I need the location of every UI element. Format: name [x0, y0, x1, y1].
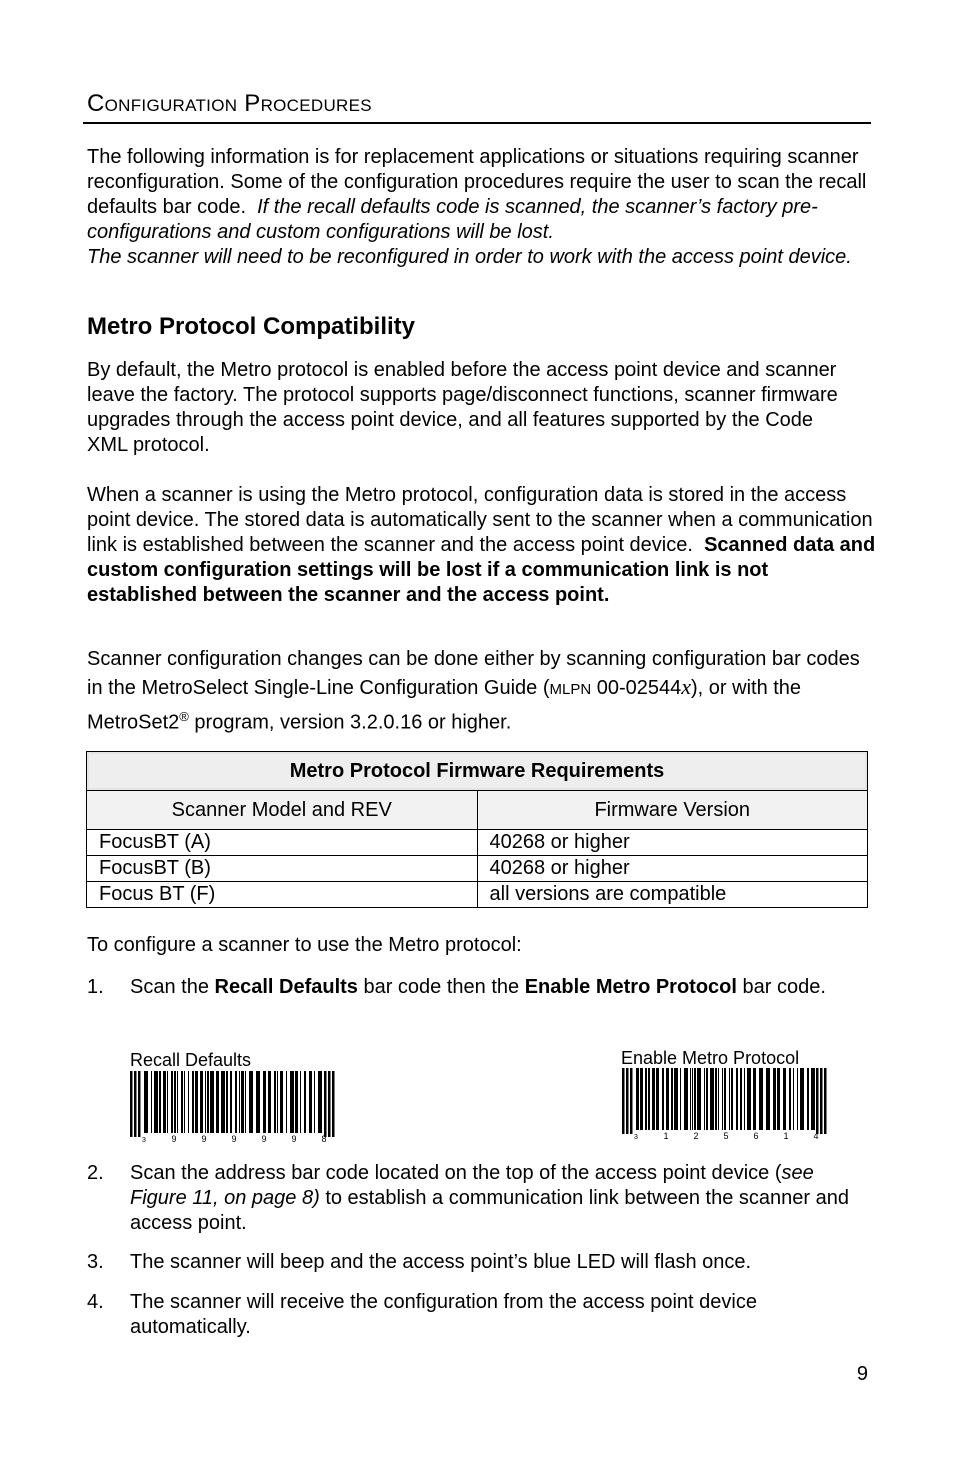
- barcode-bar: [163, 1071, 166, 1133]
- recall-defaults-label: Recall Defaults: [130, 1050, 252, 1070]
- barcode-bar: [226, 1071, 228, 1133]
- barcode-digit: 9: [291, 1134, 297, 1143]
- barcode-bar: [210, 1071, 214, 1133]
- barcode-bar: [151, 1071, 152, 1133]
- barcode-bar: [235, 1071, 237, 1133]
- barcode-digit: 9: [201, 1134, 207, 1143]
- table-row: [87, 830, 868, 856]
- barcode-bar: [680, 1068, 681, 1130]
- barcode-bar: [195, 1071, 198, 1133]
- barcode-bar: [648, 1068, 650, 1130]
- barcode-digit: 1: [663, 1131, 669, 1140]
- barcode-bar: [640, 1068, 643, 1130]
- barcode-bar: [666, 1068, 669, 1130]
- barcode-bar: [286, 1071, 287, 1133]
- barcode-bar: [722, 1068, 723, 1130]
- barcode-bar: [759, 1068, 763, 1130]
- config-changes-text-1: Scanner configuration changes can be done either by scanning configuration bar codes in the MetroSelect Single-Line Configuration Guide (: [87, 648, 860, 699]
- barcode-bar: [690, 1068, 691, 1130]
- barcode-digit: 2: [693, 1131, 699, 1140]
- barcode-bar: [697, 1068, 701, 1130]
- barcode-bar: [300, 1071, 301, 1133]
- page-number: 9: [856, 1363, 868, 1385]
- barcode-bar: [773, 1068, 776, 1130]
- barcode-bar: [731, 1068, 733, 1130]
- barcode-digit: 1: [783, 1131, 789, 1140]
- part-suffix: x: [681, 674, 692, 699]
- config-changes-text-3: program, version 3.2.0.16 or higher.: [188, 711, 512, 734]
- barcode-bar: [290, 1071, 294, 1133]
- barcode-bar: [715, 1068, 717, 1130]
- column-header-firmware: Firmware Version: [477, 791, 868, 830]
- barcode-bar: [636, 1068, 639, 1130]
- barcode-bar: [656, 1068, 659, 1130]
- barcode-bar: [130, 1071, 133, 1137]
- barcode-bar: [824, 1068, 827, 1134]
- barcode-bar: [626, 1068, 629, 1134]
- configure-intro: To configure a scanner to use the Metro protocol:: [87, 934, 522, 956]
- step-number: 2.: [87, 1162, 104, 1184]
- registered-mark: ®: [179, 709, 189, 724]
- barcode-bar: [645, 1068, 647, 1130]
- metro-usage-text: When a scanner is using the Metro protocol, configuration data is stored in the access point device. The stored data is automatically sent to the scanner when a communication link is established between the scanner and the access point device.: [87, 484, 873, 556]
- intro-text: The following information is for replacement applications or situations requiring scanner reconfiguration. Some of the configuration procedures require the user to scan the recall defaults bar code.: [87, 146, 867, 218]
- barcode-bar: [309, 1071, 312, 1133]
- step-text: [130, 975, 870, 1000]
- barcode-bar: [304, 1071, 306, 1133]
- barcode-bar: [274, 1071, 276, 1133]
- step-text: The scanner will receive the configuration from the access point device automatically.: [130, 1291, 757, 1338]
- barcode-bar: [671, 1068, 673, 1130]
- barcode-bar: [154, 1071, 158, 1133]
- barcode-bar: [622, 1068, 625, 1134]
- barcode-bar: [753, 1068, 756, 1130]
- barcode-bar: [184, 1071, 185, 1133]
- barcode-bar: [328, 1071, 331, 1137]
- section-heading: Metro Protocol Compatibility: [87, 313, 416, 340]
- barcode-bar: [268, 1071, 271, 1133]
- intro-warning-2: The scanner will need to be reconfigured in order to work with the access point device.: [87, 246, 852, 268]
- barcode-bar: [630, 1068, 633, 1134]
- barcode-bar: [820, 1068, 823, 1134]
- barcode-bar: [205, 1071, 206, 1133]
- barcode-bar: [181, 1071, 183, 1133]
- step-1-bold-metro: Enable Metro Protocol: [524, 976, 737, 998]
- barcode-bar: [797, 1068, 798, 1130]
- barcode-bar: [766, 1068, 770, 1130]
- barcode-digit: 6: [753, 1131, 759, 1140]
- barcode-bar: [674, 1068, 678, 1130]
- metro-usage-warning: Scanned data and custom configuration settings will be lost if a communication link is not established between the scanner and the access point.: [87, 534, 876, 606]
- barcode-bar: [280, 1071, 283, 1133]
- barcode-bar: [177, 1071, 178, 1133]
- barcode-bar: [724, 1068, 726, 1130]
- step-number: 4.: [87, 1291, 104, 1313]
- step-text: The scanner will beep and the access point’s blue LED will flash once.: [130, 1251, 752, 1273]
- model-cell: FocusBT (A): [87, 830, 478, 856]
- barcode-bar: [239, 1071, 240, 1133]
- barcode-bar: [324, 1071, 327, 1137]
- table-row: [87, 856, 868, 882]
- title-rule: [83, 122, 871, 124]
- step-number: 3.: [87, 1251, 104, 1273]
- paragraph-default-protocol-text: By default, the Metro protocol is enabled before the access point device and scanner leave the factory. The protocol supports page/disconnect functions, scanner firmware upgrades through the access point device, and all features supported by the Code XML protocol.: [87, 359, 838, 456]
- barcode-bar: [216, 1071, 219, 1133]
- barcode-bar: [318, 1071, 322, 1133]
- barcode-bar: [684, 1068, 688, 1130]
- table-row: [87, 882, 868, 908]
- barcode-bar: [174, 1071, 176, 1133]
- barcode-bar: [692, 1068, 693, 1130]
- enable-metro-label: Enable Metro Protocol: [621, 1048, 800, 1068]
- barcode-bar: [694, 1068, 696, 1130]
- barcode-bar: [188, 1071, 189, 1133]
- firmware-cell: 40268 or higher: [477, 856, 868, 882]
- barcode-digit: 3: [142, 1137, 146, 1143]
- barcode-bar: [332, 1071, 335, 1137]
- barcode-digit: 5: [723, 1131, 729, 1140]
- barcode-bar: [729, 1068, 730, 1130]
- recall-defaults-barcode[interactable]: [128, 1071, 338, 1143]
- step-2-figure-ref: see Figure 11, on page 8): [130, 1162, 814, 1209]
- barcode-bar: [134, 1071, 137, 1137]
- firmware-cell: 40268 or higher: [477, 830, 868, 856]
- barcode-digit: 8: [321, 1134, 327, 1143]
- section-title: Configuration Procedures: [87, 90, 372, 117]
- step-1-bold-recall: Recall Defaults: [214, 976, 358, 998]
- barcode-digit: 9: [171, 1134, 177, 1143]
- barcode-bar: [807, 1068, 809, 1130]
- barcode-bar: [314, 1071, 315, 1133]
- enable-metro-barcode[interactable]: [620, 1068, 830, 1140]
- paragraph-metro-usage: [87, 483, 877, 608]
- barcode-bar: [744, 1068, 745, 1130]
- barcode-bar: [230, 1071, 232, 1133]
- barcode-bar: [789, 1068, 791, 1130]
- barcode-bar: [167, 1071, 168, 1133]
- barcode-bar: [171, 1071, 173, 1133]
- barcode-bar: [777, 1068, 780, 1130]
- barcode-bar: [245, 1071, 246, 1133]
- step-text: [130, 1161, 870, 1236]
- barcode-bar: [704, 1068, 705, 1130]
- part-number: 00-02544: [591, 677, 682, 699]
- barcode-bar: [249, 1071, 253, 1133]
- step-2-text-a: Scan the address bar code located on the top of the access point device (: [130, 1162, 782, 1184]
- step-number: 1.: [87, 976, 104, 998]
- column-header-model: Scanner Model and REV: [87, 791, 478, 830]
- barcode-bar: [263, 1071, 266, 1133]
- barcode-bar: [706, 1068, 708, 1130]
- intro-paragraph: [87, 145, 877, 270]
- barcode-bar: [811, 1068, 815, 1130]
- barcode-bar: [200, 1071, 203, 1133]
- barcode-bar: [652, 1068, 655, 1130]
- model-cell: Focus BT (F): [87, 882, 478, 908]
- step-1-text-b: bar code then the: [357, 976, 525, 998]
- barcode-bar: [256, 1071, 260, 1133]
- barcode-bar: [295, 1071, 298, 1133]
- barcode-bar: [144, 1071, 148, 1133]
- step-1-text-a: Scan the: [130, 976, 215, 998]
- model-cell: FocusBT (B): [87, 856, 478, 882]
- paragraph-config-changes: [87, 646, 877, 737]
- step-1-text-c: bar code.: [736, 976, 826, 998]
- barcode-bar: [207, 1071, 209, 1133]
- barcode-digit: 3: [634, 1134, 638, 1140]
- barcode-bar: [159, 1071, 161, 1133]
- barcode-bar: [740, 1068, 742, 1130]
- barcode-bar: [241, 1071, 244, 1133]
- barcode-bar: [718, 1068, 719, 1130]
- barcode-bar: [221, 1071, 225, 1133]
- barcode-bar: [277, 1071, 278, 1133]
- barcode-bar: [783, 1068, 786, 1130]
- barcode-bar: [816, 1068, 819, 1134]
- barcode-bar: [710, 1068, 714, 1130]
- config-changes-text-2: ), or with the MetroSet2: [87, 677, 802, 734]
- barcode-digit: 4: [813, 1131, 819, 1140]
- barcode-bar: [800, 1068, 804, 1130]
- step-2-text-b: to establish a communication link between the scanner and access point.: [130, 1187, 849, 1234]
- barcode-bar: [662, 1068, 664, 1130]
- barcode-digit: 9: [231, 1134, 237, 1143]
- firmware-cell: all versions are compatible: [477, 882, 868, 908]
- barcode-bar: [747, 1068, 751, 1130]
- table-caption: Metro Protocol Firmware Requirements: [87, 752, 868, 791]
- barcode-bar: [192, 1071, 194, 1133]
- paragraph-default-protocol: [87, 358, 847, 458]
- intro-warning: If the recall defaults code is scanned, the scanner’s factory pre-configurations and custom configurations will be lost.: [87, 196, 818, 243]
- barcode-digit: 9: [261, 1134, 267, 1143]
- barcode-bar: [793, 1068, 794, 1130]
- barcode-bar: [138, 1071, 141, 1137]
- barcode-bar: [736, 1068, 738, 1130]
- firmware-requirements-table: [86, 751, 868, 908]
- mlpn-label: MLPN: [549, 681, 592, 698]
